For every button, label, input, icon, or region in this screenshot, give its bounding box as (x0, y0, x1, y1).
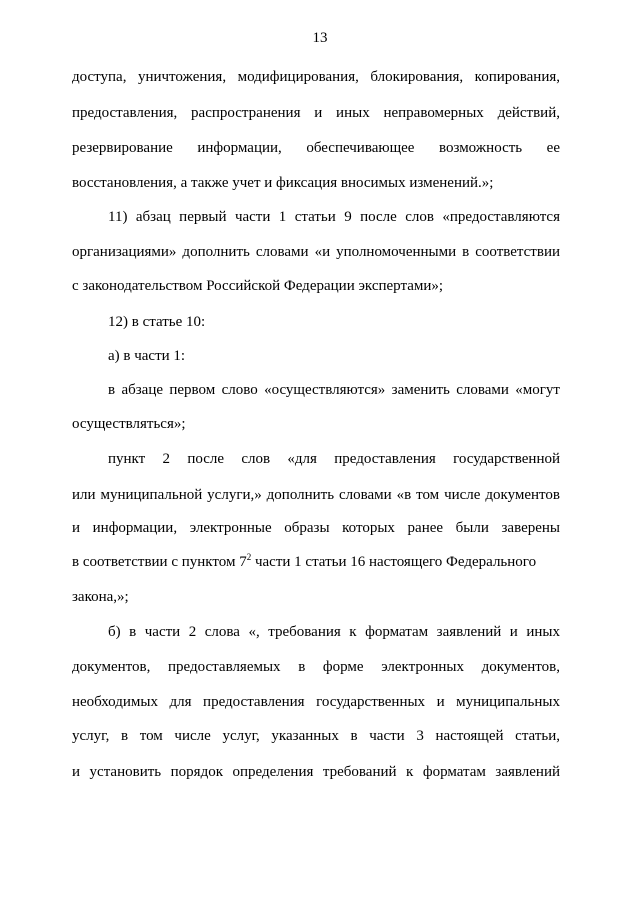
text-line: предоставления, распространения и иных неправомерных действий, (72, 105, 560, 121)
text-line: в абзаце первом слово «осуществляются» заменить словами «могут (108, 382, 560, 398)
text-line: а) в части 1: (108, 348, 186, 364)
text-line: восстановления, а также учет и фиксация вносимых изменений.»; (72, 175, 494, 191)
page-number: 13 (312, 30, 328, 46)
text-line: закона,»; (72, 589, 129, 605)
text-line: пункт 2 после слов «для предоставления государственной (108, 451, 560, 467)
text-line: б) в части 2 слова «, требования к форматам заявлений и иных (108, 624, 560, 640)
text-line: документов, предоставляемых в форме электронных документов, (72, 659, 560, 675)
text-line: и информации, электронные образы которых ранее были заверены (72, 520, 560, 536)
text-fragment: в соответствии с пунктом 7 (72, 554, 247, 570)
text-line: доступа, уничтожения, модифицирования, блокирования, копирования, (72, 69, 560, 85)
text-line: резервирование информации, обеспечивающее возможность ее (72, 140, 560, 156)
text-line: осуществляться»; (72, 416, 186, 432)
text-line: необходимых для предоставления государственных и муниципальных (72, 694, 560, 710)
text-line: и установить порядок определения требований к форматам заявлений (72, 764, 560, 780)
text-line: 12) в статье 10: (108, 314, 206, 330)
text-fragment: части 1 статьи 16 настоящего Федерального (251, 554, 537, 570)
text-line: организациями» дополнить словами «и уполномоченными в соответствии (72, 244, 560, 260)
text-line: 11) абзац первый части 1 статьи 9 после слов «предоставляются (108, 209, 560, 225)
text-line: услуг, в том числе услуг, указанных в части 3 настоящей статьи, (72, 728, 560, 744)
text-line: или муниципальной услуги,» дополнить словами «в том числе документов (72, 487, 560, 503)
superscript: 2 (246, 552, 252, 562)
text-line: с законодательством Российской Федерации экспертами»; (72, 278, 444, 294)
text-line-with-superscript (72, 552, 560, 572)
